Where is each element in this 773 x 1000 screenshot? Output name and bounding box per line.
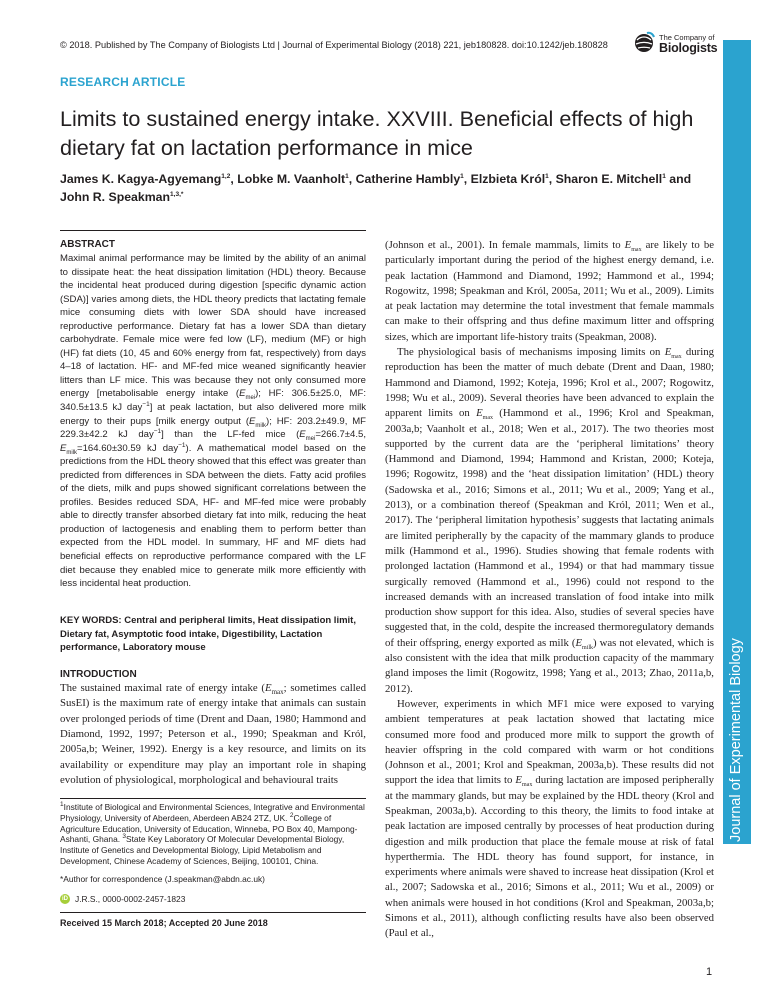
author-name[interactable]: Lobke M. Vaanholt <box>237 172 346 186</box>
author-name[interactable]: James K. Kagya-Agyemang <box>60 172 222 186</box>
divider <box>60 230 366 231</box>
divider <box>60 912 366 913</box>
journal-citation: © 2018. Published by The Company of Biologists Ltd | Journal of Experimental Biology (2018) 221, jeb180828. doi:10.1242/jeb.180828 <box>60 40 608 50</box>
page-number: 1 <box>706 966 713 978</box>
publisher-logo[interactable] <box>633 26 718 60</box>
author-name[interactable]: Catherine Hambly <box>355 172 461 186</box>
author-list: James K. Kagya-Agyemang$^{1,2}$, Lobke M. Vaanholt$^1$, Catherine Hambly$^1$, Elzbieta Król$^1$, Sharon E. Mitchell$^1$ and John R. Speakman$^{1,3,*}$ <box>60 172 692 204</box>
article-type: RESEARCH ARTICLE <box>60 75 186 89</box>
divider <box>60 798 366 799</box>
received-dates: Received 15 March 2018; Accepted 20 June 2018 <box>60 918 268 928</box>
keywords: KEY WORDS: Central and peripheral limits, Heat dissipation limit, Dietary fat, Asymptotic food intake, Digestibility, Lactation performance, Laboratory mouse <box>60 615 356 653</box>
orcid-link[interactable]: iD J.R.S., 0000-0002-2457-1823 <box>62 894 186 904</box>
paragraph: (Johnson et al., 2001). In female mammals, limits to $E_{max}$ are likely to be particularly important during the period of the highest energy demand, i.e. peak lactation (Hammond and Diamond, 1992; Hammond et al., 1994; Rogowitz, 1998; Speakman and Król, 2005a, 2011; Wu et al., 2009). Limits at peak lactation may determine the total investment that female mammals can make to their offspring and thus define maximum litter and offspring sizes, which are important life-history traits (Speakman, 2008). <box>385 239 714 343</box>
globe-icon <box>633 31 655 55</box>
affiliations: $^1$Institute of Biological and Environmental Sciences, Integrative and Environmental Physiology, University of Aberdeen, Aberdeen AB24 2TZ, UK. $^2$College of Agriculture Education, University of Education, Winneba, PO Box 40, Mampong-Ashanti, Ghana. $^3$State Key Laboratory Of Molecular Developmental Biology, Institute of Genetics and Developmental Biology, Lipid Metabolism and Development, Chinese Academy of Sciences, Beijing, 100101, China. <box>60 801 365 866</box>
abstract-text: Maximal animal performance may be limited by the ability of an animal to dissipate heat: the heat dissipation limitation (HDL) theory. Because the incidental heat produced during digestion [specific dynamic action (SDA)] varies among diets, the HDL theory predicts that lactating female mice consuming diets with lower SDA should have increased reproductive performance. Dietary fat has a lower SDA than dietary carbohydrate. Female mice were fed low (LF), medium (MF) or high (HF) fat diets (10, 45 and 60% energy from fat, respectively) from days 4–18 of lactation. HF- and MF-fed mice weaned significantly heavier litters than LF mice. This was because they not only consumed more energy [metabolisable energy intake $(E_{mei})$; HF: 306.5±25.0, MF: 340.5±13.5 kJ day$^{-1}$] at peak lactation, but also delivered more milk energy to their pups [milk energy output $(E_{milk})$; HF: 203.2±49.9, MF 229.3±42.2 kJ day$^{-1}$] than the LF-fed mice ($E_{mei}=266.7\pm 4.5$, $E_{milk}=164.60\pm 30.59$ kJ day$^{-1}$). A mathematical model based on the predictions from the HDL theory showed that this effect was greater than predicted from differences in SDA between the diets. Fatty acid profiles of the diets, milk and pups showed significant correlations between the profiles. Besides reduced SDA, HF- and MF-fed mice were probably able to directly transfer absorbed dietary fat into milk, reducing the heat production of lactogenesis and enabling them to perform better than expected from the HDL model. In summary, HF and MF diets had beneficial effects on reproductive performance compared with the LF diet because they enabled mice to generate milk more efficiently with less incidental heat production. <box>60 253 366 590</box>
introduction-text: The sustained maximal rate of energy intake ($E_{max}$; sometimes called SusEI) is the maximum rate of energy intake that animals can sustain over prolonged periods of time (Drent and Daan, 1980; Hammond and Diamond, 1992, 1997; Peterson et al., 1990; Speakman and Król, 2005a,b; Weiner, 1992). Energy is a key resource, and limits on its availability or expenditure may play an important role in shaping evolution of physiological, morphological and behavioural traits <box>60 682 366 787</box>
article-title: Limits to sustained energy intake. XXVIII. Beneficial effects of high dietary fat on lactation performance in mice <box>60 106 694 160</box>
author-name[interactable]: Elzbieta Król <box>470 172 546 186</box>
journal-sidebar-label: Journal of Experimental Biology <box>728 638 744 842</box>
abstract-heading: ABSTRACT <box>60 239 115 250</box>
author-name[interactable]: John R. Speakman <box>60 189 171 204</box>
logo-text-big: Biologists <box>659 41 718 55</box>
correspondence-note[interactable]: *Author for correspondence (J.speakman@abdn.ac.uk) <box>60 874 265 884</box>
logo-text-small: The Company of <box>659 33 715 42</box>
body-text-column <box>385 238 714 942</box>
paragraph: However, experiments in which MF1 mice were exposed to varying ambient temperatures at peak lactation showed that lactating mice consumed more food and produced more milk to support the growth of heavier offspring in the cold compared with warm or hot conditions (Johnson et al., 2001; Krol and Speakman, 2003a,b). These results did not support the idea that limits to $E_{max}$ during lactation are imposed peripherally at the mammary glands, but may be explained by the HDL theory (Krol and Speakman, 2003a,b). According to this theory, the limits to food intake at peak lactation are imposed centrally by processes of heat production during digestion and milk production that place the female mouse at risk of fatal hyperthermia. The HDL theory has found support, for instance, in experiments where animals were shaved to increase heat dissipation (Krol et al., 2007; Sadowska et al., 2016; Simons et al., 2011; Wu et al., 2009) or when animals were housed in hot conditions (Krol and Speakman, 2003a,b; Simons et al., 2011), although conflicting results have also been observed (Paul et al., <box>385 697 715 940</box>
introduction-heading: INTRODUCTION <box>60 669 137 680</box>
paragraph: The physiological basis of mechanisms imposing limits on $E_{max}$ during reproduction has been the matter of much debate (Drent and Daan, 1980; Hammond and Diamond, 1992; Koteja, 1996; Krol et al., 2007; Rogowitz, 1998; Wu et al., 2009). Several theories have been advanced to explain the apparent limits on $E_{max}$ (Hammond et al., 1996; Krol and Speakman, 2003a,b; Vaanholt et al., 2018; Wen et al., 2017). The two theories most supported by the current data are the ‘peripheral limitations’ theory (Hammond and Diamond, 1994; Hammond and Kristan, 2000; Koteja, 1996; Rogowitz, 1998) and the ‘heat dissipation limitation’ (HDL) theory (Sadowska et al., 2016; Simons et al., 2011; Wu et al., 2009; Yang et al., 2013), or a combination thereof (Speakman and Król, 2011; Wen et al., 2017). The ‘peripheral limitation hypothesis’ suggests that lactating animals are limited peripherally by the capacity of the mammary glands to produce milk (Hammond et al., 1996). Studies showing that female rodents with prolonged lactation (Hammond et al., 1994) or that had mammary tissue surgically removed (Hammond et al., 1996) could not respond to the increased demands with an increased translation of food intake into milk production show support for this idea. Also, studies of several species have suggested that, in the cold, despite the increased thermoregulatory demands of their offspring, energy exported as milk $(E_{milk})$ was not elevated, which is also consistent with the idea that milk production capacity of the mammary gland imposes the limit (Rogowitz, 1998; Yang et al., 2013; Zhao, 2011a,b, 2012). <box>385 346 714 695</box>
author-name[interactable]: Sharon E. Mitchell <box>555 172 663 186</box>
orcid-icon: iD <box>62 896 68 902</box>
